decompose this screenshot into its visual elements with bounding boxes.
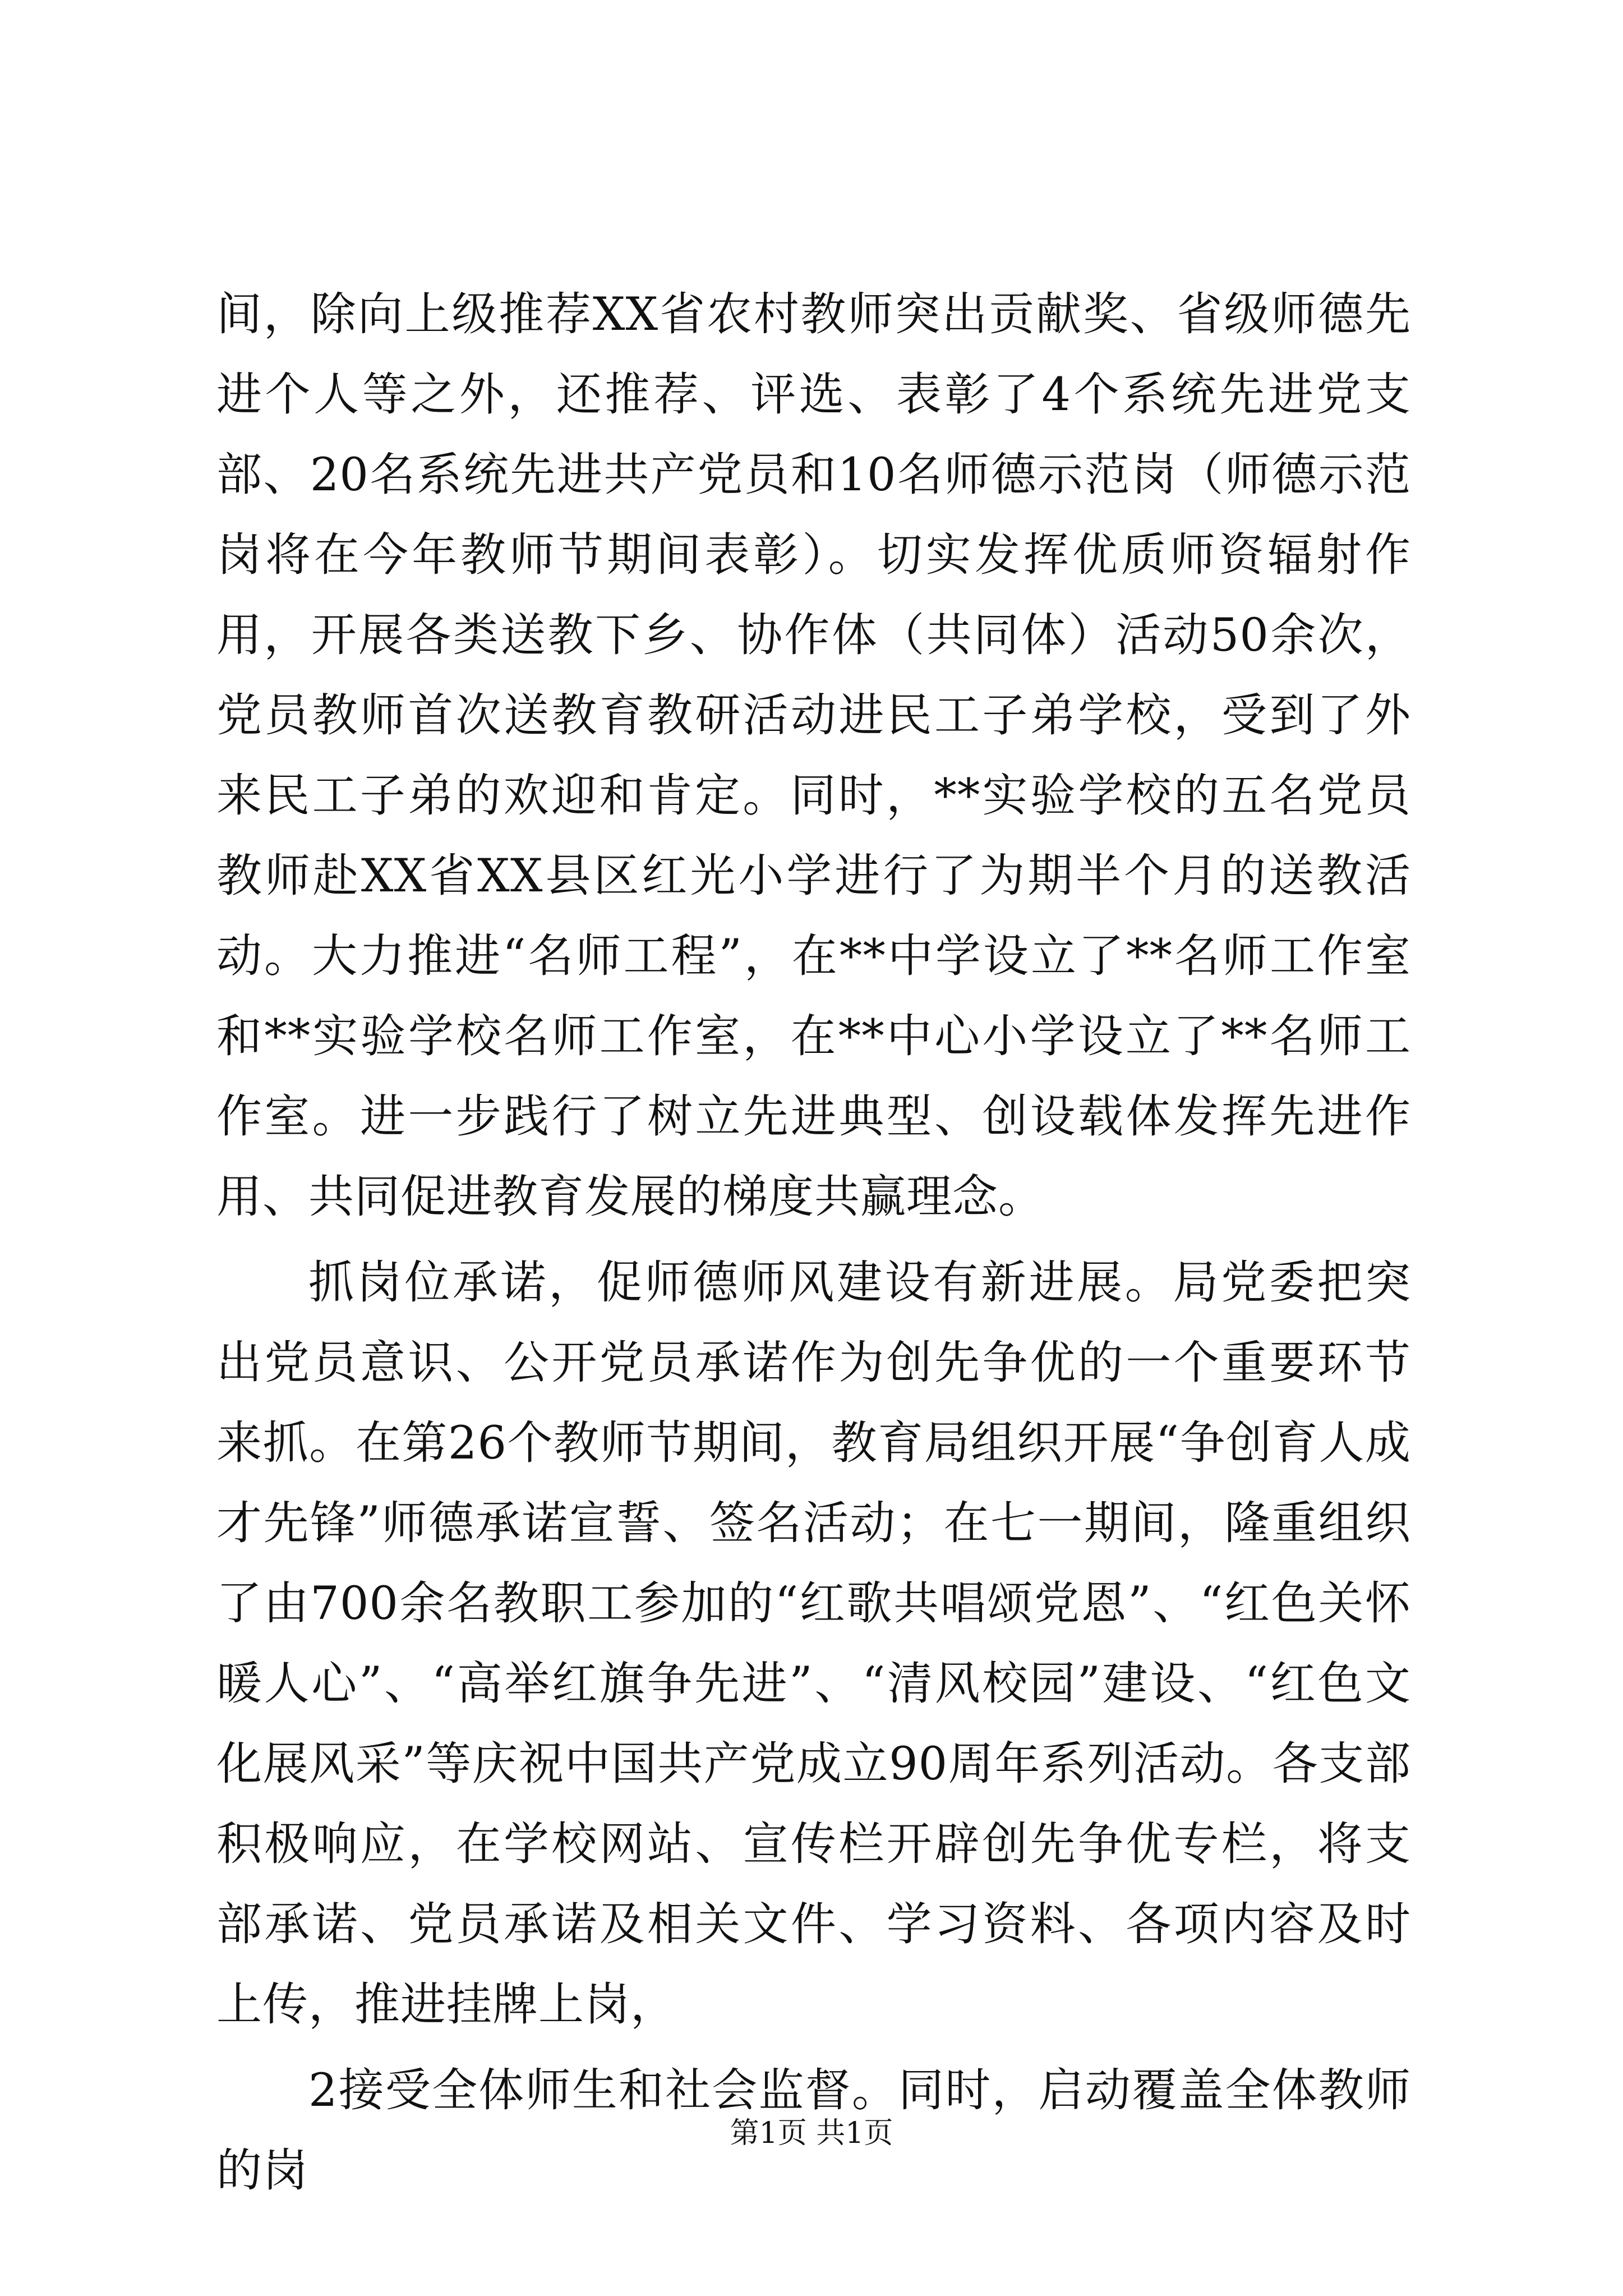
paragraph-continuation: 间，除向上级推荐XX省农村教师突出贡献奖、省级师德先进个人等之外，还推荐、评选、表彰了4个系统先进党支部、20名系统先进共产党员和10名师德示范岗（师德示范岗将在今年教师节期间表彰）。切实发挥优质师资辐射作用，开展各类送教下乡、协作体（共同体）活动50余次，党员教师首次送教育教研活动进民工子弟学校，受到了外来民工子弟的欢迎和肯定。同时，**实验学校的五名党员教师赴XX省XX县区红光小学进行了为期半个月的送教活动。大力推进“名师工程”，在**中学设立了**名师工作室和**实验学校名师工作室，在**中心小学设立了**名师工作室。进一步践行了树立先进典型、创设载体发挥先进作用、共同促进教育发展的梯度共赢理念。 <box>216 288 1411 1223</box>
paragraph-post-commitment: 抓岗位承诺，促师德师风建设有新进展。局党委把突出党员意识、公开党员承诺作为创先争优的一个重要环节来抓。在第26个教师节期间，教育局组织开展“争创育人成才先锋”师德承诺宣誓、签名活动；在七一期间，隆重组织了由700余名教职工参加的“红歌共唱颂党恩”、“红色关怀暖人心”、“高举红旗争先进”、“清风校园”建设、“红色文化展风采”等庆祝中国共产党成立90周年系列活动。各支部积极响应，在学校网站、宣传栏开辟创先争优专栏，将支部承诺、党员承诺及相关文件、学习资料、各项内容及时上传，推进挂牌上岗， <box>216 1257 1411 2031</box>
paragraph-supervision: 2接受全体师生和社会监督。同时，启动覆盖全体教师的岗 <box>216 2064 1411 2197</box>
document-body <box>216 275 1411 2211</box>
page-footer: 第1页 共1页 <box>730 2116 893 2150</box>
